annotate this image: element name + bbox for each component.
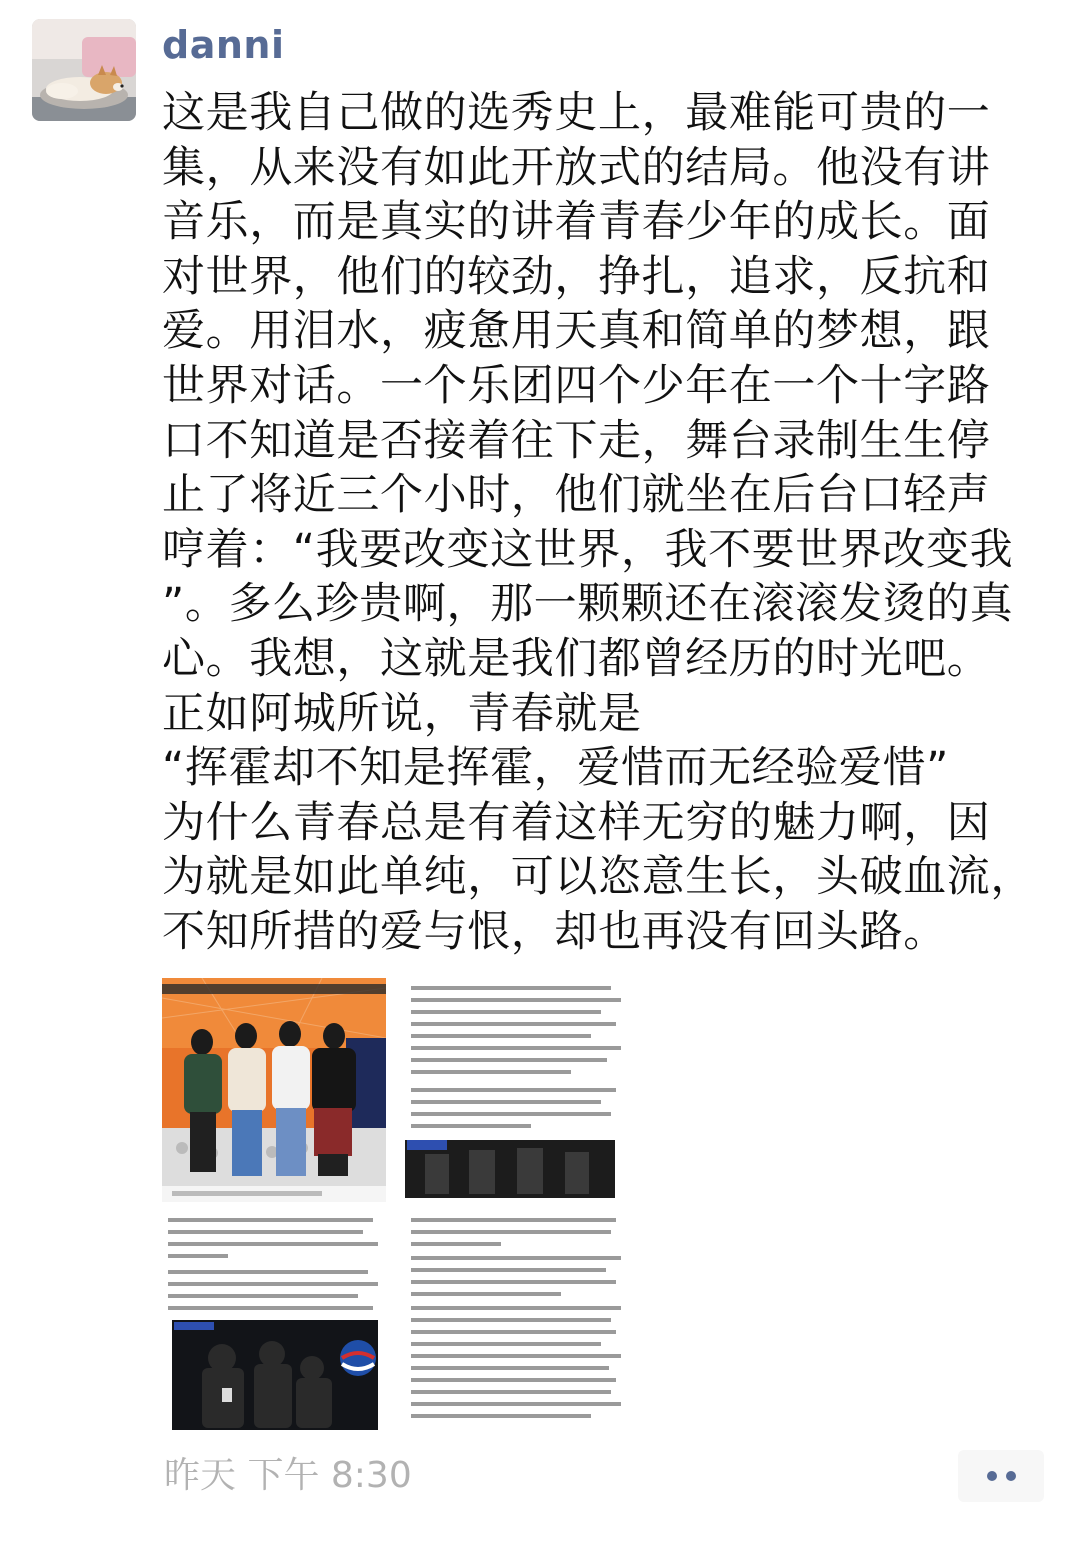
- post-text-line: 这是我自己做的选秀史上，最难能可贵的一: [162, 88, 991, 138]
- post-text-line: 不知所措的爱与恨，却也再没有回头路。: [162, 906, 947, 957]
- post-image-stage-photo[interactable]: [162, 978, 386, 1202]
- post-image-article-1[interactable]: [405, 978, 629, 1202]
- post-text-line: 音乐，而是真实的讲着青春少年的成长。面: [162, 197, 991, 248]
- post-text-line: 为什么青春总是有着这样无穷的魅力啊，因: [162, 797, 991, 848]
- post-text-line: 心。我想，这就是我们都曾经历的时光吧。: [162, 633, 991, 684]
- more-dots-icon: [987, 1471, 997, 1481]
- post-text-line: 集，从来没有如此开放式的结局。他没有讲: [162, 142, 991, 193]
- post-text: [162, 86, 1052, 960]
- post-image-article-2[interactable]: [162, 1208, 386, 1432]
- shiba-dog-avatar-icon: [32, 19, 136, 121]
- post-text-line: 世界对话。一个乐团四个少年在一个十字路: [162, 360, 991, 411]
- post-text-line: 对世界，他们的较劲，挣扎，追求，反抗和: [162, 251, 991, 302]
- stage-photo-image: [162, 978, 386, 1202]
- post-image-article-3[interactable]: [405, 1208, 629, 1432]
- post-text-line: 正如阿城所说，青春就是: [162, 688, 642, 739]
- post-text-line: 爱。用泪水，疲惫用天真和简单的梦想，跟: [162, 306, 991, 357]
- article-screenshot-image: [405, 978, 629, 1202]
- more-actions-button[interactable]: [958, 1450, 1044, 1502]
- post-text-line: ”。多么珍贵啊，那一颗颗还在滚滚发烫的真: [162, 579, 1014, 630]
- article-screenshot-image: [162, 1208, 386, 1432]
- username[interactable]: danni: [162, 23, 285, 67]
- avatar[interactable]: [32, 19, 136, 121]
- article-screenshot-image: [405, 1208, 629, 1432]
- more-dots-icon: [1006, 1471, 1016, 1481]
- image-grid: [162, 978, 620, 1444]
- post-text-line: 哼着：“我要改变这世界，我不要世界改变我: [162, 524, 1014, 575]
- post-text-line: “挥霍却不知是挥霍，爱惜而无经验爱惜”: [162, 743, 949, 794]
- post-text-line: 止了将近三个小时，他们就坐在后台口轻声: [162, 470, 991, 521]
- post-text-line: 口不知道是否接着往下走，舞台录制生生停: [162, 415, 991, 466]
- post-timestamp: 昨天 下午 8:30: [164, 1455, 412, 1496]
- post-text-line: 为就是如此单纯，可以恣意生长，头破血流，: [162, 852, 1034, 903]
